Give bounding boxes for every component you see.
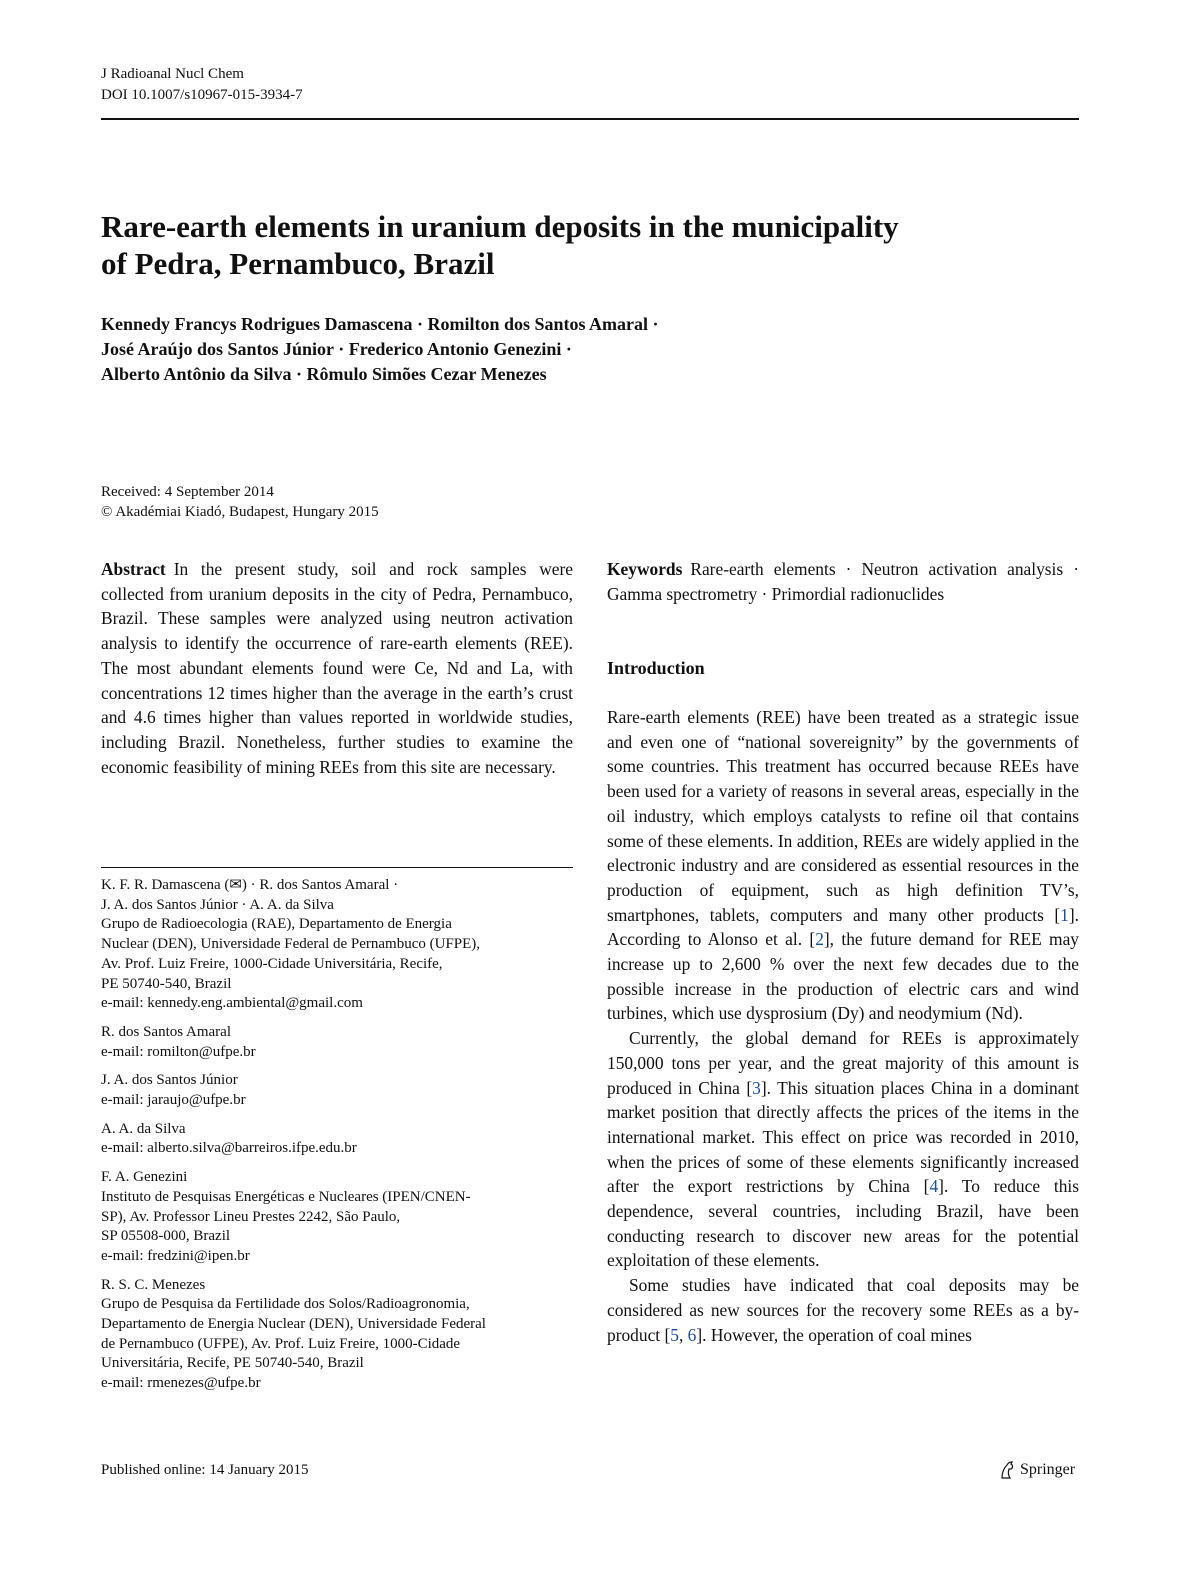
affiliation-line: R. S. C. Menezes [101, 1276, 206, 1293]
affiliation-block [101, 1071, 573, 1110]
text-run: ]. However, the operation of coal mines [696, 1324, 972, 1345]
text-run: Some studies have indicated that coal deposits may be considered as new sources for the recovery some REEs as a by-product [ [607, 1275, 1079, 1345]
affiliations [101, 876, 573, 1403]
journal-name: J Radioanal Nucl Chem [101, 66, 244, 82]
introduction-body [607, 705, 1079, 1347]
header-rule [101, 118, 1079, 120]
author-line: Alberto Antônio da Silva · Rômulo Simões Cezar Menezes [101, 364, 547, 384]
affiliation-line: de Pernambuco (UFPE), Av. Prof. Luiz Freire, 1000-Cidade [101, 1335, 461, 1352]
journal-header [101, 64, 303, 106]
affiliation-line: PE 50740-540, Brazil [101, 975, 232, 992]
affiliation-block [101, 1276, 573, 1394]
keywords-heading: Keywords [607, 559, 683, 579]
affiliation-block [101, 876, 573, 1014]
paragraph [607, 705, 1079, 1026]
affiliation-line: Universitária, Recife, PE 50740-540, Brazil [101, 1355, 364, 1372]
citation-link[interactable]: 2 [815, 929, 824, 950]
copyright: © Akadémiai Kiadó, Budapest, Hungary 2015 [101, 504, 379, 520]
title-line-1: Rare-earth elements in uranium deposits in the municipality [101, 209, 899, 244]
affiliation-line: Nuclear (DEN), Universidade Federal de Pernambuco (UFPE), [101, 936, 481, 953]
email-link[interactable]: e-mail: jaraujo@ufpe.br [101, 1092, 246, 1109]
author-line: José Araújo dos Santos Júnior · Frederico Antonio Genezini · [101, 339, 572, 359]
citation-link[interactable]: 3 [752, 1077, 761, 1098]
affiliation-line: Av. Prof. Luiz Freire, 1000-Cidade Universitária, Recife, [101, 955, 443, 972]
affiliation-line: F. A. Genezini [101, 1169, 188, 1186]
affiliation-line: Grupo de Pesquisa da Fertilidade dos Solos/Radioagronomia, [101, 1296, 470, 1313]
author-list [101, 312, 1001, 387]
title-line-2: of Pedra, Pernambuco, Brazil [101, 246, 495, 281]
email-link[interactable]: e-mail: alberto.silva@barreiros.ifpe.edu.br [101, 1140, 357, 1157]
citation-link[interactable]: 6 [687, 1324, 697, 1345]
affiliation-line: Instituto de Pesquisas Energéticas e Nucleares (IPEN/CNEN- [101, 1188, 471, 1205]
introduction-heading: Introduction [607, 658, 705, 678]
affiliation-line: A. A. da Silva [101, 1120, 186, 1137]
author-line: Kennedy Francys Rodrigues Damascena · Romilton dos Santos Amaral · [101, 314, 659, 334]
abstract-heading: Abstract [101, 559, 166, 579]
publisher-logo [998, 1459, 1075, 1481]
affiliation-line: J. A. dos Santos Júnior [101, 1072, 238, 1089]
text-run: ]. This situation places China in a dominant market position that directly affects the prices of the items in the international market. This effect on price was recorded in 2010, when the prices of some of these elements significantly increased after the export restrictions by China [ [607, 1077, 1079, 1197]
paragraph [607, 1273, 1079, 1347]
affiliation-line: SP 05508-000, Brazil [101, 1228, 231, 1245]
text-run: ]. According to Alonso et al. [ [607, 904, 1079, 950]
citation-link[interactable]: 1 [1060, 904, 1069, 925]
affiliation-rule [101, 867, 573, 868]
paper-title [101, 208, 1001, 282]
article-history [101, 482, 379, 522]
text-run: Currently, the global demand for REEs is approximately 150,000 tons per year, and the great majority of this amount is produced in China [ [607, 1028, 1079, 1098]
text-run: , [678, 1324, 688, 1345]
affiliation-line: SP), Av. Professor Lineu Prestes 2242, São Paulo, [101, 1208, 401, 1225]
paragraph [607, 1026, 1079, 1273]
keywords [607, 557, 1079, 606]
email-link[interactable]: e-mail: rmenezes@ufpe.br [101, 1375, 261, 1392]
citation-link[interactable]: 4 [929, 1176, 939, 1197]
affiliation-block [101, 1120, 573, 1159]
text-run: Rare-earth elements (REE) have been treated as a strategic issue and even one of “national sovereignity” by the governments of some countries. This treatment has occurred because REEs have been used for a variety of reasons in several areas, especially in the oil industry, which employs catalysts to refine oil that contains some of these elements. In addition, REEs are widely applied in the electronic industry and are considered as essential resources in the production of equipment, such as high definition TV’s, smartphones, tablets, computers and many other products [ [607, 707, 1079, 925]
email-link[interactable]: e-mail: kennedy.eng.ambiental@gmail.com [101, 995, 363, 1012]
publisher-name: Springer [1020, 1461, 1076, 1478]
affiliation-line: Grupo de Radioecologia (RAE), Departamento de Energia [101, 916, 452, 933]
affiliation-line: R. dos Santos Amaral [101, 1023, 231, 1040]
springer-horse-icon [998, 1460, 1016, 1480]
keywords-text: Rare-earth elements · Neutron activation analysis · Gamma spectrometry · Primordial radionuclides [607, 559, 1079, 604]
citation-link[interactable]: 5 [670, 1324, 679, 1345]
published-date: Published online: 14 January 2015 [101, 1462, 309, 1478]
affiliation-line: J. A. dos Santos Júnior · A. A. da Silva [101, 896, 334, 913]
abstract [101, 557, 573, 779]
text-run: ], the future demand for REE may increase up to 2,600 % over the next few decades due to the possible increase in the production of electric cars and wind turbines, which use dysprosium (Dy) and neodymium (Nd). [607, 929, 1079, 1024]
affiliation-line: K. F. R. Damascena (✉) · R. dos Santos Amaral · [101, 877, 399, 893]
text-run: ]. To reduce this dependence, several countries, including Brazil, have been conducting research to discover new areas for the potential exploitation of these elements. [607, 1176, 1080, 1271]
email-link[interactable]: e-mail: romilton@ufpe.br [101, 1043, 256, 1060]
doi: DOI 10.1007/s10967-015-3934-7 [101, 87, 303, 103]
received-date: Received: 4 September 2014 [101, 484, 274, 500]
affiliation-line: Departamento de Energia Nuclear (DEN), Universidade Federal [101, 1316, 486, 1333]
abstract-text: In the present study, soil and rock samples were collected from uranium deposits in the city of Pedra, Pernambuco, Brazil. These samples were analyzed using neutron activation analysis to identify the occurrence of rare-earth elements (REE). The most abundant elements found were Ce, Nd and La, with concentrations 12 times higher than the average in the earth’s crust and 4.6 times higher than values reported in worldwide studies, including Brazil. Nonetheless, further studies to examine the economic feasibility of mining REEs from this site are necessary. [101, 559, 573, 777]
email-link[interactable]: e-mail: fredzini@ipen.br [101, 1247, 250, 1264]
affiliation-block [101, 1023, 573, 1062]
affiliation-block [101, 1168, 573, 1267]
